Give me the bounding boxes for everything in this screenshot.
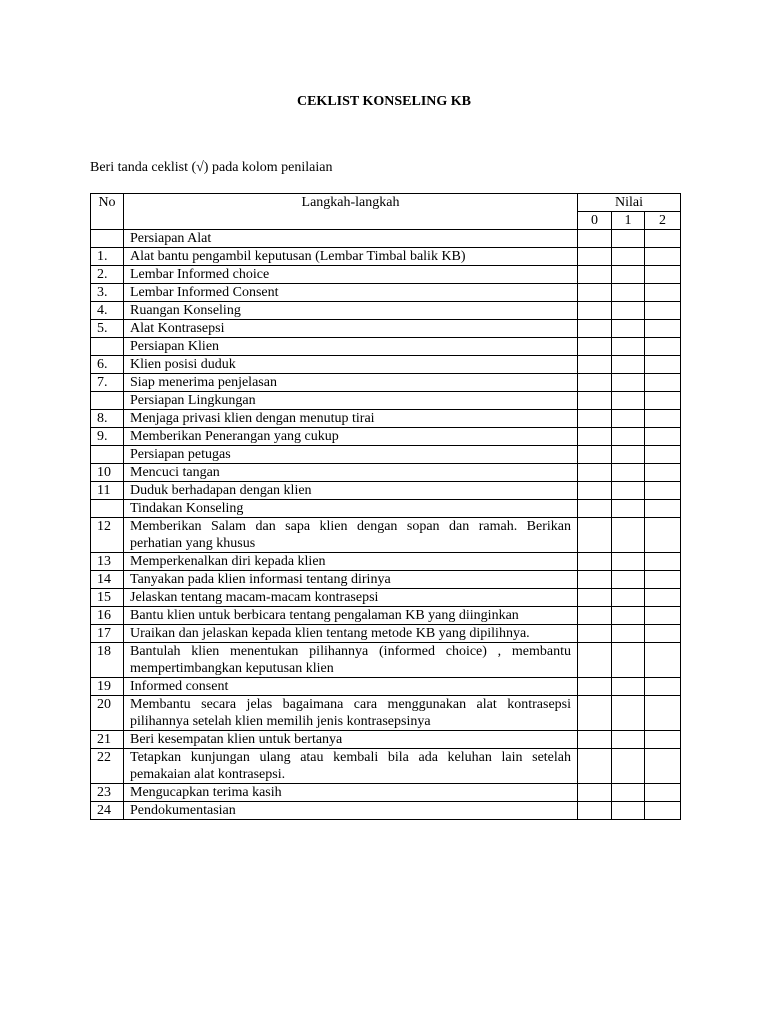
- score-cell-2[interactable]: [645, 589, 681, 607]
- checklist-row: [91, 374, 681, 392]
- score-cell-2[interactable]: [645, 607, 681, 625]
- score-cell-2[interactable]: [645, 230, 681, 248]
- score-cell-1[interactable]: [612, 553, 645, 571]
- step-text: Memperkenalkan diri kepada klien: [124, 553, 578, 571]
- checklist-row: [91, 464, 681, 482]
- score-cell-2[interactable]: [645, 356, 681, 374]
- step-text: Klien posisi duduk: [124, 356, 578, 374]
- checklist-row: [91, 678, 681, 696]
- section-label: Persiapan petugas: [124, 446, 578, 464]
- score-cell-1[interactable]: [612, 607, 645, 625]
- score-cell-2[interactable]: [645, 266, 681, 284]
- score-cell-2[interactable]: [645, 320, 681, 338]
- score-cell-0[interactable]: [578, 678, 612, 696]
- score-cell-0[interactable]: [578, 284, 612, 302]
- score-cell-2[interactable]: [645, 678, 681, 696]
- score-cell-1[interactable]: [612, 446, 645, 464]
- step-text: Membantu secara jelas bagaimana cara menggunakan alat kontrasepsi pilihannya setelah klien memilih jenis kontrasepsinya: [124, 696, 578, 731]
- row-number: 8.: [91, 410, 124, 428]
- checklist-row: [91, 284, 681, 302]
- step-text: Menjaga privasi klien dengan menutup tirai: [124, 410, 578, 428]
- score-cell-0[interactable]: [578, 302, 612, 320]
- checklist-row: [91, 248, 681, 266]
- score-cell-0[interactable]: [578, 230, 612, 248]
- step-text: Beri kesempatan klien untuk bertanya: [124, 731, 578, 749]
- score-cell-2[interactable]: [645, 392, 681, 410]
- score-cell-0[interactable]: [578, 464, 612, 482]
- score-cell-0[interactable]: [578, 784, 612, 802]
- section-no-cell: [91, 500, 124, 518]
- score-cell-2[interactable]: [645, 284, 681, 302]
- checklist-row: [91, 589, 681, 607]
- checklist-row: [91, 696, 681, 731]
- score-header-0: 0: [578, 212, 612, 230]
- score-cell-0[interactable]: [578, 500, 612, 518]
- score-cell-2[interactable]: [645, 482, 681, 500]
- score-cell-1[interactable]: [612, 500, 645, 518]
- step-text: Bantu klien untuk berbicara tentang pengalaman KB yang diinginkan: [124, 607, 578, 625]
- section-no-cell: [91, 392, 124, 410]
- header-row: [91, 194, 681, 212]
- step-text: Lembar Informed choice: [124, 266, 578, 284]
- row-number: 20: [91, 696, 124, 731]
- step-text: Tanyakan pada klien informasi tentang dirinya: [124, 571, 578, 589]
- checklist-body: [91, 230, 681, 820]
- checklist-row: [91, 266, 681, 284]
- row-number: 11: [91, 482, 124, 500]
- score-cell-0[interactable]: [578, 553, 612, 571]
- checklist-row: [91, 802, 681, 820]
- score-cell-0[interactable]: [578, 428, 612, 446]
- score-cell-2[interactable]: [645, 248, 681, 266]
- score-cell-1[interactable]: [612, 643, 645, 678]
- score-cell-0[interactable]: [578, 356, 612, 374]
- score-cell-0[interactable]: [578, 446, 612, 464]
- score-cell-1[interactable]: [612, 374, 645, 392]
- row-number: 18: [91, 643, 124, 678]
- score-cell-1[interactable]: [612, 464, 645, 482]
- score-cell-1[interactable]: [612, 678, 645, 696]
- column-header-steps: Langkah-langkah: [124, 194, 578, 230]
- section-no-cell: [91, 446, 124, 464]
- row-number: 1.: [91, 248, 124, 266]
- score-cell-2[interactable]: [645, 410, 681, 428]
- step-text: Alat Kontrasepsi: [124, 320, 578, 338]
- section-label: Persiapan Klien: [124, 338, 578, 356]
- score-cell-0[interactable]: [578, 696, 612, 731]
- score-cell-0[interactable]: [578, 410, 612, 428]
- section-label: Persiapan Alat: [124, 230, 578, 248]
- section-row: [91, 230, 681, 248]
- checklist-row: [91, 320, 681, 338]
- score-cell-1[interactable]: [612, 428, 645, 446]
- score-cell-2[interactable]: [645, 731, 681, 749]
- row-number: 24: [91, 802, 124, 820]
- section-no-cell: [91, 230, 124, 248]
- section-no-cell: [91, 338, 124, 356]
- step-text: Memberikan Salam dan sapa klien dengan sopan dan ramah. Berikan perhatian yang khusus: [124, 518, 578, 553]
- score-cell-1[interactable]: [612, 338, 645, 356]
- section-row: [91, 392, 681, 410]
- score-cell-0[interactable]: [578, 248, 612, 266]
- score-cell-1[interactable]: [612, 248, 645, 266]
- checklist-row: [91, 518, 681, 553]
- instruction-text: Beri tanda ceklist (√) pada kolom penilaian: [90, 160, 333, 175]
- score-cell-0[interactable]: [578, 320, 612, 338]
- checklist-row: [91, 784, 681, 802]
- step-text: Siap menerima penjelasan: [124, 374, 578, 392]
- score-cell-0[interactable]: [578, 266, 612, 284]
- score-cell-1[interactable]: [612, 589, 645, 607]
- score-cell-1[interactable]: [612, 410, 645, 428]
- score-cell-0[interactable]: [578, 589, 612, 607]
- checklist-row: [91, 553, 681, 571]
- checklist-row: [91, 302, 681, 320]
- score-cell-2[interactable]: [645, 428, 681, 446]
- checklist-row: [91, 428, 681, 446]
- score-cell-0[interactable]: [578, 374, 612, 392]
- row-number: 22: [91, 749, 124, 784]
- score-cell-1[interactable]: [612, 518, 645, 553]
- score-cell-2[interactable]: [645, 749, 681, 784]
- row-number: 15: [91, 589, 124, 607]
- row-number: 17: [91, 625, 124, 643]
- checklist-row: [91, 749, 681, 784]
- row-number: 6.: [91, 356, 124, 374]
- score-cell-2[interactable]: [645, 464, 681, 482]
- step-text: Ruangan Konseling: [124, 302, 578, 320]
- row-number: 3.: [91, 284, 124, 302]
- score-cell-1[interactable]: [612, 356, 645, 374]
- section-label: Persiapan Lingkungan: [124, 392, 578, 410]
- section-row: [91, 500, 681, 518]
- step-text: Lembar Informed Consent: [124, 284, 578, 302]
- step-text: Memberikan Penerangan yang cukup: [124, 428, 578, 446]
- score-cell-2[interactable]: [645, 696, 681, 731]
- column-header-no: No: [91, 194, 124, 230]
- row-number: 4.: [91, 302, 124, 320]
- score-cell-1[interactable]: [612, 392, 645, 410]
- step-text: Uraikan dan jelaskan kepada klien tentang metode KB yang dipilihnya.: [124, 625, 578, 643]
- score-cell-2[interactable]: [645, 553, 681, 571]
- document-title: CEKLIST KONSELING KB: [296, 94, 472, 109]
- section-row: [91, 446, 681, 464]
- step-text: Pendokumentasian: [124, 802, 578, 820]
- step-text: Duduk berhadapan dengan klien: [124, 482, 578, 500]
- row-number: 10: [91, 464, 124, 482]
- checklist-row: [91, 731, 681, 749]
- score-cell-1[interactable]: [612, 482, 645, 500]
- row-number: 5.: [91, 320, 124, 338]
- score-cell-0[interactable]: [578, 571, 612, 589]
- row-number: 2.: [91, 266, 124, 284]
- step-text: Tetapkan kunjungan ulang atau kembali bila ada keluhan lain setelah pemakaian alat kontrasepsi.: [124, 749, 578, 784]
- row-number: 14: [91, 571, 124, 589]
- score-cell-1[interactable]: [612, 802, 645, 820]
- score-cell-1[interactable]: [612, 571, 645, 589]
- score-cell-1[interactable]: [612, 320, 645, 338]
- score-cell-1[interactable]: [612, 696, 645, 731]
- score-cell-0[interactable]: [578, 643, 612, 678]
- step-text: Alat bantu pengambil keputusan (Lembar Timbal balik KB): [124, 248, 578, 266]
- score-cell-2[interactable]: [645, 625, 681, 643]
- step-text: Informed consent: [124, 678, 578, 696]
- score-cell-2[interactable]: [645, 374, 681, 392]
- checklist-row: [91, 607, 681, 625]
- row-number: 9.: [91, 428, 124, 446]
- section-label: Tindakan Konseling: [124, 500, 578, 518]
- score-cell-2[interactable]: [645, 518, 681, 553]
- checklist-row: [91, 356, 681, 374]
- score-cell-2[interactable]: [645, 302, 681, 320]
- checklist-row: [91, 643, 681, 678]
- score-cell-1[interactable]: [612, 302, 645, 320]
- score-cell-0[interactable]: [578, 802, 612, 820]
- row-number: 7.: [91, 374, 124, 392]
- checklist-row: [91, 482, 681, 500]
- score-cell-2[interactable]: [645, 338, 681, 356]
- column-header-nilai: Nilai: [578, 194, 681, 212]
- row-number: 12: [91, 518, 124, 553]
- checklist-table: [90, 193, 681, 820]
- score-cell-1[interactable]: [612, 731, 645, 749]
- row-number: 21: [91, 731, 124, 749]
- score-cell-0[interactable]: [578, 518, 612, 553]
- score-cell-2[interactable]: [645, 643, 681, 678]
- score-cell-2[interactable]: [645, 571, 681, 589]
- score-cell-0[interactable]: [578, 392, 612, 410]
- step-text: Bantulah klien menentukan pilihannya (informed choice) , membantu mempertimbangkan keputusan klien: [124, 643, 578, 678]
- row-number: 19: [91, 678, 124, 696]
- score-cell-2[interactable]: [645, 500, 681, 518]
- score-cell-0[interactable]: [578, 731, 612, 749]
- section-row: [91, 338, 681, 356]
- score-cell-1[interactable]: [612, 230, 645, 248]
- score-cell-1[interactable]: [612, 266, 645, 284]
- score-cell-0[interactable]: [578, 749, 612, 784]
- score-cell-1[interactable]: [612, 625, 645, 643]
- score-cell-0[interactable]: [578, 607, 612, 625]
- checklist-row: [91, 410, 681, 428]
- score-cell-0[interactable]: [578, 482, 612, 500]
- score-cell-1[interactable]: [612, 749, 645, 784]
- score-cell-0[interactable]: [578, 625, 612, 643]
- score-cell-2[interactable]: [645, 784, 681, 802]
- checklist-row: [91, 625, 681, 643]
- score-cell-2[interactable]: [645, 802, 681, 820]
- score-header-2: 2: [645, 212, 681, 230]
- score-cell-1[interactable]: [612, 784, 645, 802]
- score-cell-1[interactable]: [612, 284, 645, 302]
- row-number: 16: [91, 607, 124, 625]
- score-header-1: 1: [612, 212, 645, 230]
- row-number: 23: [91, 784, 124, 802]
- score-cell-2[interactable]: [645, 446, 681, 464]
- row-number: 13: [91, 553, 124, 571]
- step-text: Jelaskan tentang macam-macam kontrasepsi: [124, 589, 578, 607]
- step-text: Mencuci tangan: [124, 464, 578, 482]
- step-text: Mengucapkan terima kasih: [124, 784, 578, 802]
- score-cell-0[interactable]: [578, 338, 612, 356]
- checklist-row: [91, 571, 681, 589]
